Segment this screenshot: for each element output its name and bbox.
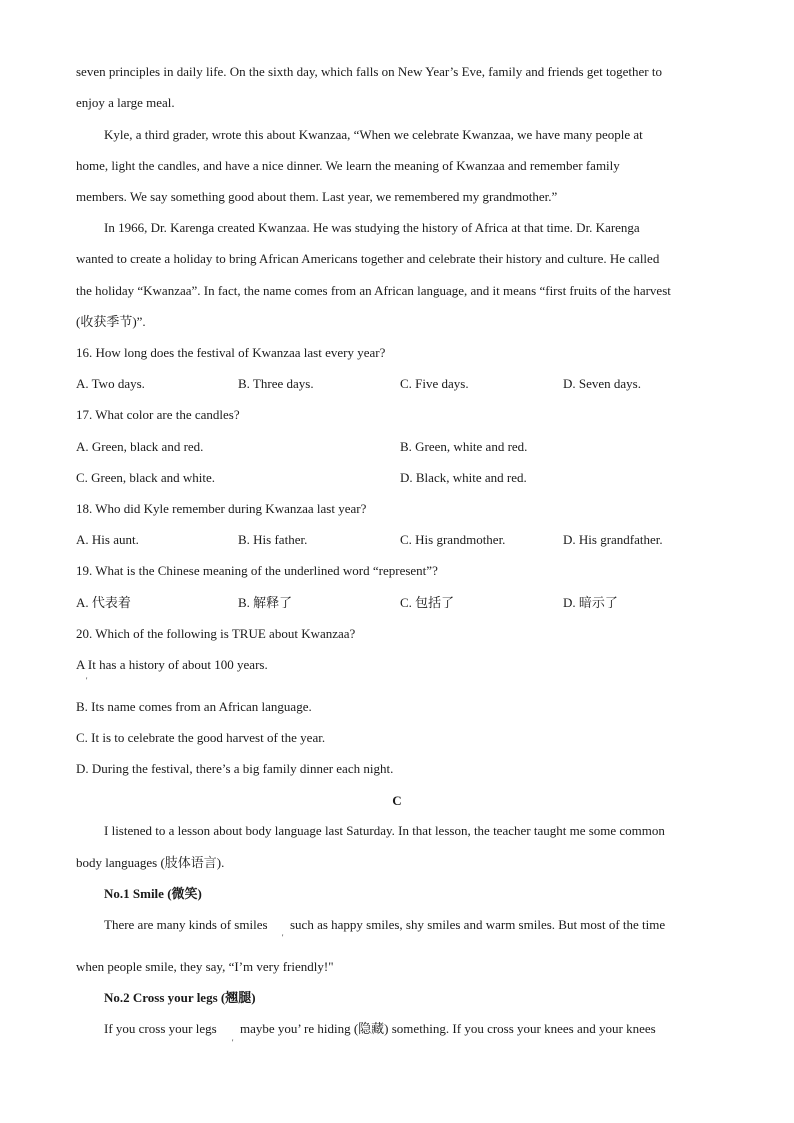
question-stem: 16. How long does the festival of Kwanzaa last every year?: [76, 345, 386, 360]
passage-line: In 1966, Dr. Karenga created Kwanzaa. He was studying the history of Africa at that time. Dr. Karenga: [104, 220, 640, 235]
passage-line: seven principles in daily life. On the sixth day, which falls on New Year’s Eve, family and friends get together to: [76, 64, 662, 79]
passage-line: such as happy smiles, shy smiles and warm smiles. But most of the time: [290, 917, 666, 932]
passage-line: body languages (肢体语言).: [76, 855, 225, 870]
passage-line: Kyle, a third grader, wrote this about Kwanzaa, “When we celebrate Kwanzaa, we have many people at: [104, 127, 643, 142]
stray-mark: ': [232, 1038, 234, 1047]
option-b: B. Three days.: [238, 376, 314, 391]
option-a: A. 代表着: [76, 595, 131, 610]
passage-line: wanted to create a holiday to bring African Americans together and celebrate their history and culture. He called: [76, 251, 660, 266]
passage-line: members. We say something good about them. Last year, we remembered my grandmother.”: [76, 189, 558, 204]
question-stem: 20. Which of the following is TRUE about Kwanzaa?: [76, 626, 356, 641]
passage-line: home, light the candles, and have a nice dinner. We learn the meaning of Kwanzaa and remember family: [76, 158, 620, 173]
option-a: A. Two days.: [76, 376, 145, 391]
option-c: C. Five days.: [400, 376, 469, 391]
question-stem: 17. What color are the candles?: [76, 407, 240, 422]
option-a: A. Green, black and red.: [76, 439, 204, 454]
question-stem: 19. What is the Chinese meaning of the underlined word “represent”?: [76, 563, 438, 578]
passage-line: I listened to a lesson about body language last Saturday. In that lesson, the teacher taught me some common: [104, 823, 665, 838]
passage-line: the holiday “Kwanzaa”. In fact, the name comes from an African language, and it means “first fruits of the harvest: [76, 283, 671, 298]
option-d: D. Seven days.: [563, 376, 641, 391]
option-d: D. 暗示了: [563, 595, 618, 610]
option-d: D. Black, white and red.: [400, 470, 527, 485]
stray-mark: ': [282, 933, 284, 942]
subheading: No.2 Cross your legs (翘腿): [104, 990, 256, 1005]
option-b: B. His father.: [238, 532, 308, 547]
option-c: C. It is to celebrate the good harvest of the year.: [76, 730, 326, 745]
option-c: C. 包括了: [400, 595, 455, 610]
stray-mark: ': [86, 676, 88, 685]
option-b: B. Green, white and red.: [400, 439, 528, 454]
option-c: C. His grandmother.: [400, 532, 506, 547]
passage-line: (收获季节)”.: [76, 314, 146, 329]
subheading: No.1 Smile (微笑): [104, 886, 202, 901]
option-d: D. His grandfather.: [563, 532, 663, 547]
option-d: D. During the festival, there’s a big family dinner each night.: [76, 761, 394, 776]
question-stem: 18. Who did Kyle remember during Kwanzaa last year?: [76, 501, 367, 516]
passage-line: enjoy a large meal.: [76, 95, 175, 110]
option-a: A. His aunt.: [76, 532, 139, 547]
passage-line: when people smile, they say, “I’m very friendly!": [76, 959, 334, 974]
option-b: B. Its name comes from an African language.: [76, 699, 312, 714]
passage-line: If you cross your legs: [104, 1021, 217, 1036]
option-c: C. Green, black and white.: [76, 470, 215, 485]
option-a: A It has a history of about 100 years.: [76, 657, 268, 672]
section-heading: C: [392, 793, 402, 808]
option-b: B. 解释了: [238, 595, 293, 610]
passage-line: There are many kinds of smiles: [104, 917, 268, 932]
passage-line: maybe you’ re hiding (隐藏) something. If you cross your knees and your knees: [240, 1021, 656, 1036]
